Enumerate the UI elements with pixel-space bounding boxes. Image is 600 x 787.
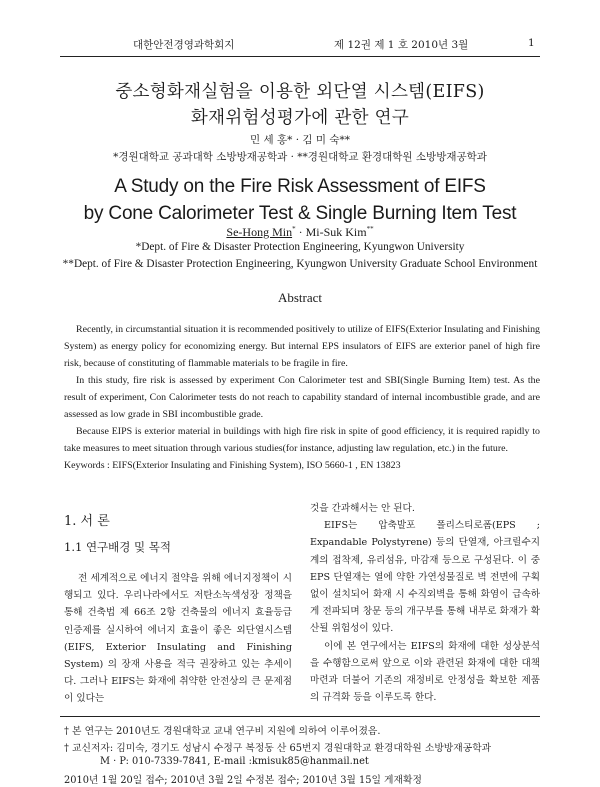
author-1-mark: * bbox=[292, 225, 296, 233]
subsection-heading: 1.1 연구배경 및 목적 bbox=[64, 540, 172, 554]
section-heading: 1. 서 론 bbox=[64, 514, 110, 529]
header-rule bbox=[60, 56, 540, 57]
left-paragraph: 전 세계적으로 에너지 절약을 위해 에너지정책이 시행되고 있다. 우리나라에서도 저탄소녹색성장 정책을 통해 건축법 제 66조 2항 건축물의 에너지 효율등급 인증제를 실시하여 에너지 효율이 좋은 외단열시스템(EIFS, Exterior Insulating and Finishing System) 의 장재 사용을 적극 권장하고 있는 추세이다. 그러나 EIFS는 화재에 취약한 안전상의 큰 문제점이 있다는 bbox=[64, 573, 292, 705]
korean-affiliations: *경원대학교 공과대학 소방방재공학과 · **경원대학교 환경대학원 소방방재공학과 bbox=[113, 151, 487, 163]
abstract-paragraph-2: In this study, fire risk is assessed by experiment Con Calorimeter test and SBI(Single Burning Item) test. As the result of experiment, Con Calorimeter tests do not reach to capability standard of internal incombustible grade, and are assessed as low grade in SBI incombustible grade. bbox=[64, 375, 540, 420]
english-affiliation-2: **Dept. of Fire & Disaster Protection Engineering, Kyungwon University Graduate School Environment bbox=[62, 258, 538, 270]
right-column-text bbox=[310, 500, 540, 706]
footnote-contact: M · P: 010-7339-7841, E-mail :kmisuk85@hanmail.net bbox=[100, 756, 369, 767]
abstract-body bbox=[64, 321, 540, 474]
english-authors bbox=[0, 225, 600, 240]
abstract-paragraph-3: Because EIPS is exterior material in buildings with high fire risk in spite of good efficiency, it is required rapidly to take measures to meet situation through various studies(for instance, adjusting law regulation, etc.) in the future. bbox=[64, 426, 540, 454]
author-2: Mi-Suk Kim bbox=[305, 225, 367, 239]
korean-title-line2: 화재위험성평가에 관한 연구 bbox=[190, 108, 410, 128]
footnote-correspondence: † 교신저자: 김미숙, 경기도 성남시 수정구 복정동 산 65번지 경원대학교 환경대학원 소방방재공학과 bbox=[64, 743, 492, 754]
page-number: 1 bbox=[528, 37, 535, 49]
volume-info: 제 12권 제 1 호 2010년 3월 bbox=[334, 39, 469, 51]
right-paragraph-3: 이에 본 연구에서는 EIFS의 화재에 대한 성상분석을 수행함으로써 앞으로 이와 관련된 화재에 대한 대책마련과 더불어 기존의 재정비로 안정성을 확보한 제품의 규격화 등을 이루도록 한다. bbox=[310, 640, 540, 704]
author-2-mark: ** bbox=[366, 225, 374, 233]
korean-title-line1: 중소형화재실험을 이용한 외단열 시스템(EIFS) bbox=[115, 82, 485, 102]
right-paragraph-2: EIFS는 압축발포 폴리스티로폼(EPS ; Expandable Polystyrene) 등의 단열재, 아크릴수지계의 접착제, 유리섬유, 마감재 등으로 구성된다. 이 중 EPS 단열재는 열에 약한 가연성물질로 벽 전면에 구획없이 설치되어 화재 시 수직외벽을 통해 화염이 급속하게 전파되며 창문 등의 개구부를 통해 내부로 화재가 확산될 위험성이 있다. bbox=[310, 520, 540, 635]
keywords: Keywords : EIFS(Exterior Insulating and Finishing System), ISO 5660-1 , EN 13823 bbox=[64, 460, 401, 471]
journal-name: 대한안전경영과학회지 bbox=[133, 39, 235, 51]
abstract-paragraph-1: Recently, in circumstantial situation it is recommended positively to utilize of EIFS(Exterior Insulating and Finishing System) as energy policy for economizing energy. But internal EPS insulators of EIFS are exterior panel of high fire risk, because of constituting of flammable materials to be fragile in fire. bbox=[64, 324, 540, 369]
english-title-line2: by Cone Calorimeter Test & Single Burning Item Test bbox=[83, 203, 517, 224]
right-paragraph-1: 것을 간과해서는 안 된다. bbox=[310, 503, 415, 514]
english-affiliation-1: *Dept. of Fire & Disaster Protection Engineering, Kyungwon University bbox=[135, 241, 465, 253]
english-title-line1: A Study on the Fire Risk Assessment of EIFS bbox=[114, 176, 486, 197]
left-column-text bbox=[64, 570, 292, 708]
footnote-rule bbox=[60, 716, 540, 717]
korean-authors: 민 세 홍* · 김 미 숙** bbox=[250, 134, 350, 146]
footnote-dates: 2010년 1월 20일 접수; 2010년 3월 2일 수정본 접수; 2010년 3월 15일 게재확정 bbox=[64, 775, 422, 786]
author-separator: · bbox=[295, 225, 306, 239]
author-1: Se-Hong Min bbox=[226, 225, 293, 239]
footnote-funding: † 본 연구는 2010년도 경원대학교 교내 연구비 지원에 의하여 이루어졌음. bbox=[64, 726, 381, 737]
abstract-heading: Abstract bbox=[277, 290, 323, 305]
